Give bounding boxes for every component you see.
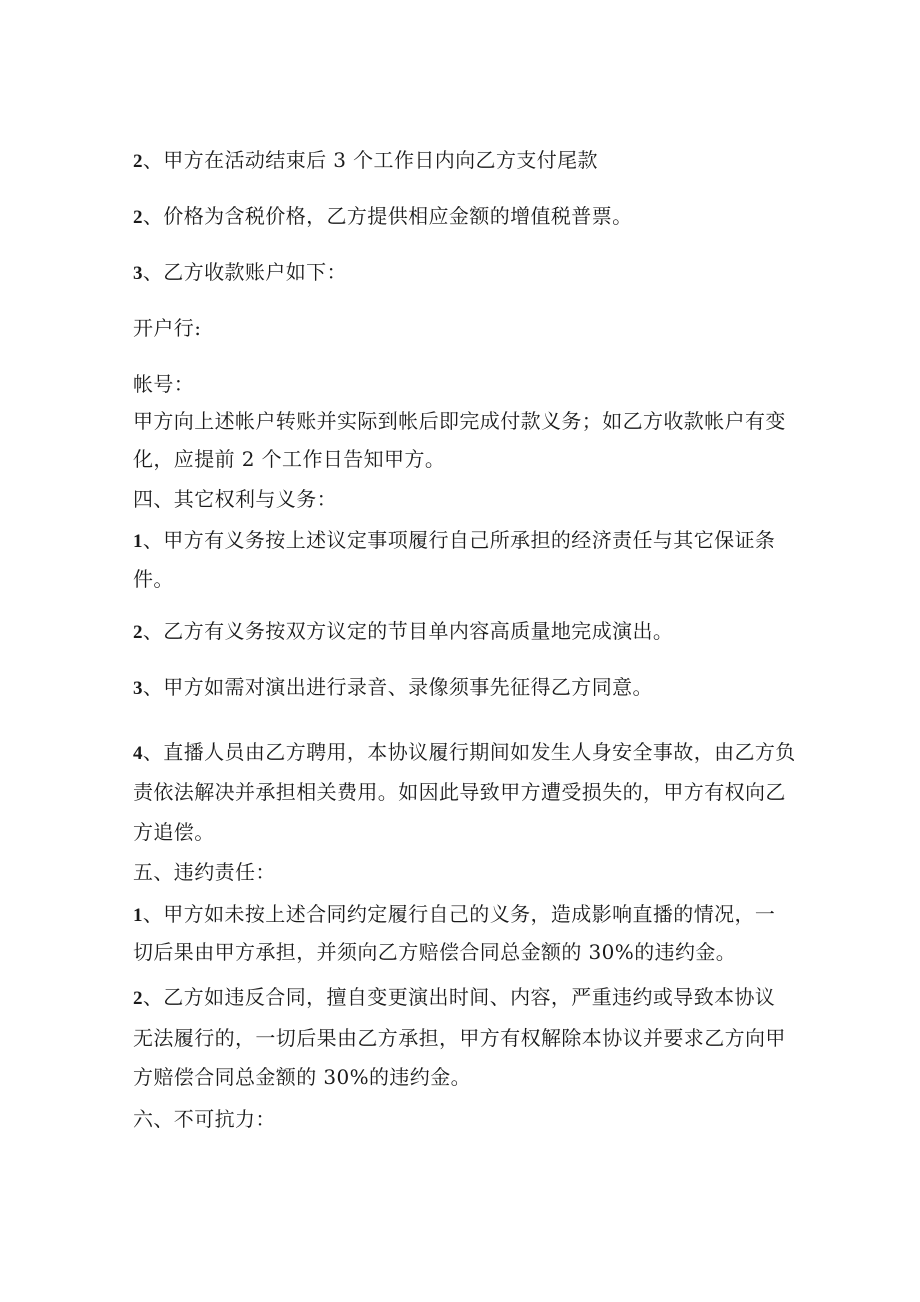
clause-number: 1 bbox=[133, 905, 143, 926]
clause-payment-balance bbox=[133, 146, 793, 176]
clause-party-b-breach-cont bbox=[133, 1024, 793, 1052]
clause-party-a-breach bbox=[133, 900, 793, 930]
clause-party-a-breach-cont bbox=[133, 938, 793, 966]
section-heading: 六、不可抗力： bbox=[133, 1107, 276, 1131]
clause-party-b-duty bbox=[133, 617, 793, 647]
clause-text: 责依法解决并承担相关费用。如因此导致甲方遭受损失的，甲方有权向乙 bbox=[133, 780, 786, 804]
clause-text: 、甲方有义务按上述议定事项履行自己所承担的经济责任与其它保证条 bbox=[142, 528, 776, 552]
clause-number: 1 bbox=[133, 531, 143, 552]
clause-text: 方追偿。 bbox=[133, 820, 215, 844]
clause-text: 方赔偿合同总金额的 30%的违约金。 bbox=[133, 1065, 472, 1089]
clause-party-b-breach bbox=[133, 983, 793, 1013]
section-heading-breach bbox=[133, 858, 793, 886]
clause-number: 3 bbox=[133, 678, 143, 699]
clause-text: 切后果由甲方承担，并须向乙方赔偿合同总金额的 30%的违约金。 bbox=[133, 940, 737, 964]
payment-completion-text bbox=[133, 407, 793, 435]
clause-text: 、乙方有义务按双方议定的节目单内容高质量地完成演出。 bbox=[142, 619, 674, 643]
clause-text: 、价格为含税价格，乙方提供相应金额的增值税普票。 bbox=[142, 204, 633, 228]
clause-number: 2 bbox=[133, 151, 143, 172]
section-heading-force-majeure bbox=[133, 1105, 793, 1133]
clause-text: 、甲方如需对演出进行录音、录像须事先征得乙方同意。 bbox=[142, 675, 653, 699]
clause-party-a-duty-cont bbox=[133, 565, 793, 593]
section-heading: 四、其它权利与义务： bbox=[133, 487, 337, 511]
clause-text: 、甲方如未按上述合同约定履行自己的义务，造成影响直播的情况，一 bbox=[142, 902, 776, 926]
clause-staff-liability-cont bbox=[133, 778, 793, 806]
clause-number: 2 bbox=[133, 207, 143, 228]
clause-number: 3 bbox=[133, 263, 143, 284]
clause-staff-liability bbox=[133, 738, 796, 768]
section-heading-rights bbox=[133, 485, 793, 513]
bank-label bbox=[133, 314, 793, 342]
clause-number: 4 bbox=[133, 743, 143, 764]
account-number-label bbox=[133, 370, 793, 398]
clause-tax-price bbox=[133, 202, 793, 232]
clause-text: 、乙方如违反合同，擅自变更演出时间、内容，严重违约或导致本协议 bbox=[142, 985, 776, 1009]
clause-recording-consent bbox=[133, 673, 793, 703]
clause-text: 开户行: bbox=[133, 316, 202, 340]
clause-account-info bbox=[133, 258, 793, 288]
clause-text: 、乙方收款账户如下： bbox=[142, 260, 347, 284]
clause-text: 件。 bbox=[133, 567, 174, 591]
section-heading: 五、违约责任： bbox=[133, 860, 276, 884]
clause-text: 无法履行的，一切后果由乙方承担，甲方有权解除本协议并要求乙方向甲 bbox=[133, 1026, 786, 1050]
clause-number: 2 bbox=[133, 622, 143, 643]
clause-party-b-breach-end bbox=[133, 1063, 793, 1091]
clause-staff-liability-end bbox=[133, 818, 793, 846]
clause-text: 帐号： bbox=[133, 372, 195, 396]
clause-party-a-duty bbox=[133, 526, 793, 556]
clause-text: 化，应提前 2 个工作日告知甲方。 bbox=[133, 447, 446, 471]
clause-text: 甲方向上述帐户转账并实际到帐后即完成付款义务；如乙方收款帐户有变 bbox=[133, 409, 786, 433]
clause-text: 、直播人员由乙方聘用，本协议履行期间如发生人身安全事故，由乙方负 bbox=[142, 740, 796, 764]
clause-text: 、甲方在活动结束后 3 个工作日内向乙方支付尾款 bbox=[142, 148, 598, 172]
clause-number: 2 bbox=[133, 988, 143, 1009]
payment-completion-text-cont bbox=[133, 445, 793, 473]
